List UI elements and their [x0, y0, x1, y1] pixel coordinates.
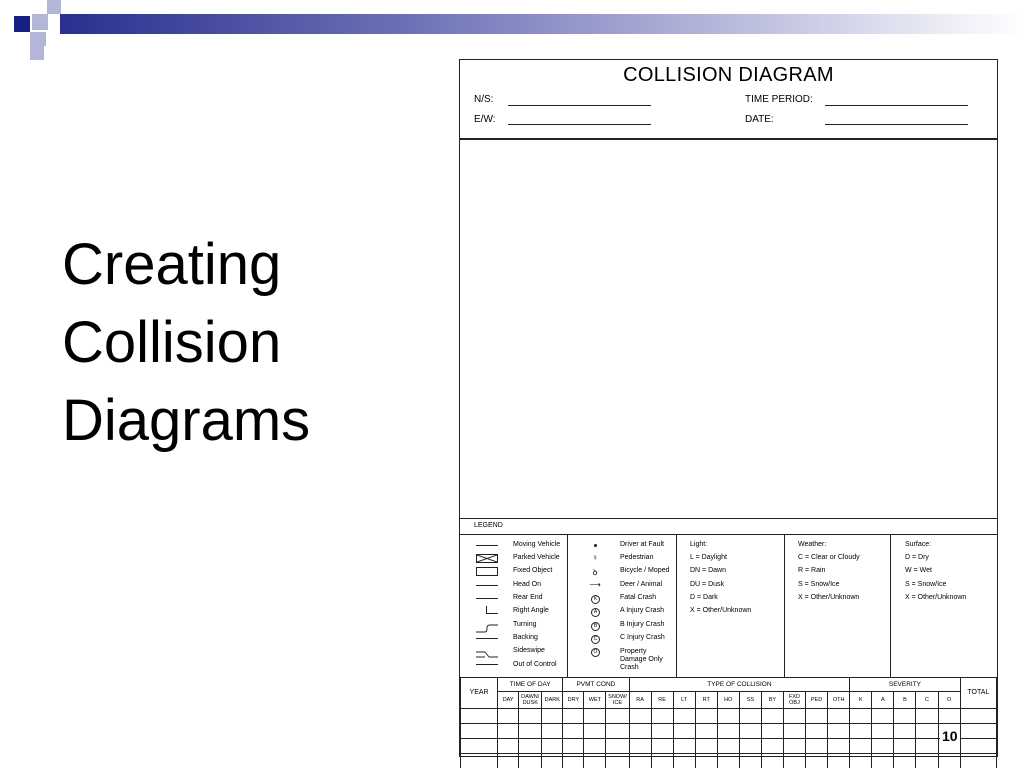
diagram-drawing-area[interactable] [460, 140, 997, 518]
legend-item: Rear End [513, 594, 543, 601]
column-header: DARK [542, 692, 563, 709]
legend-item: Sideswipe [513, 647, 545, 654]
column-header: SS [739, 692, 761, 709]
table-row [461, 754, 997, 768]
light-heading: Light: [690, 541, 708, 548]
b-injury-icon: B [591, 622, 600, 631]
divider [784, 534, 785, 677]
weather-item: R = Rain [798, 567, 826, 574]
date-field[interactable] [825, 124, 968, 125]
time-period-label: TIME PERIOD: [745, 94, 813, 105]
divider [890, 534, 891, 677]
total-header: TOTAL [960, 678, 996, 709]
table-row [461, 724, 997, 739]
light-item: L = Daylight [690, 554, 727, 561]
weather-item: X = Other/Unknown [798, 594, 860, 601]
page-number: 10 [942, 728, 958, 744]
driver-at-fault-icon [594, 544, 597, 547]
summary-table [460, 677, 997, 768]
column-header: RE [651, 692, 673, 709]
column-header: B [894, 692, 916, 709]
surface-item: S = Snow/Ice [905, 581, 947, 588]
decorative-square [46, 32, 60, 46]
a-injury-icon: A [591, 608, 600, 617]
column-header: FXD OBJ [783, 692, 805, 709]
column-header: DAWN/ DUSK [519, 692, 542, 709]
table-row [461, 739, 997, 754]
backing-icon [476, 638, 498, 639]
collision-diagram-form [459, 59, 998, 757]
slide-title-line: Creating [62, 232, 282, 297]
decorative-square [30, 32, 46, 46]
time-period-field[interactable] [825, 105, 968, 106]
slide-title-line: Collision [62, 310, 282, 375]
out-of-control-icon [476, 664, 498, 665]
column-header: RA [629, 692, 651, 709]
light-item: D = Dark [690, 594, 718, 601]
legend-item: Deer / Animal [620, 581, 663, 588]
column-header: LT [673, 692, 695, 709]
sideswipe-icon [476, 646, 498, 664]
legend-item: C Injury Crash [620, 634, 665, 641]
weather-heading: Weather: [798, 541, 827, 548]
surface-item: D = Dry [905, 554, 929, 561]
column-header: K [850, 692, 872, 709]
fixed-object-icon [476, 567, 498, 576]
column-header: C [916, 692, 938, 709]
light-item: X = Other/Unknown [690, 607, 752, 614]
legend-item: A Injury Crash [620, 607, 664, 614]
divider [460, 534, 997, 535]
decorative-square [30, 46, 44, 60]
pedestrian-icon: ♀ [592, 553, 598, 562]
light-item: DN = Dawn [690, 567, 726, 574]
surface-item: W = Wet [905, 567, 932, 574]
pvmt-cond-header: PVMT COND [563, 678, 629, 692]
legend-item: B Injury Crash [620, 621, 665, 628]
head-on-icon [476, 585, 498, 586]
divider [460, 518, 997, 519]
time-of-day-header: TIME OF DAY [498, 678, 563, 692]
table-row [461, 709, 997, 724]
slide-title-line: Diagrams [62, 388, 311, 453]
legend-item: Pedestrian [620, 554, 654, 561]
legend-item: Parked Vehicle [513, 554, 560, 561]
weather-item: S = Snow/Ice [798, 581, 840, 588]
decorative-square [47, 0, 61, 14]
moving-vehicle-icon [476, 545, 498, 546]
column-header: SNOW/ ICE [606, 692, 629, 709]
severity-header: SEVERITY [850, 678, 960, 692]
ew-field[interactable] [508, 124, 651, 125]
right-angle-icon [486, 606, 498, 614]
legend-item: Property Damage Only Crash [620, 648, 663, 671]
column-header: DRY [563, 692, 584, 709]
parked-vehicle-icon [476, 554, 498, 563]
legend-item: Fixed Object [513, 567, 553, 574]
type-of-collision-header: TYPE OF COLLISION [629, 678, 850, 692]
column-header: OTH [828, 692, 850, 709]
bicycle-icon: ꝺ [592, 568, 598, 577]
turning-icon [476, 620, 498, 638]
legend-item: Backing [513, 634, 538, 641]
surface-item: X = Other/Unknown [905, 594, 967, 601]
legend-item: Turning [513, 621, 537, 628]
column-header: HO [717, 692, 739, 709]
column-header: WET [584, 692, 606, 709]
column-header: DAY [498, 692, 519, 709]
property-damage-icon: O [591, 648, 600, 657]
decorative-square [32, 14, 48, 30]
legend-item: Bicycle / Moped [620, 567, 670, 574]
fatal-crash-icon: K [591, 595, 600, 604]
c-injury-icon: C [591, 635, 600, 644]
date-label: DATE: [745, 114, 774, 125]
legend-item: Right Angle [513, 607, 549, 614]
column-header: BY [761, 692, 783, 709]
divider [676, 534, 677, 677]
ns-label: N/S: [474, 94, 494, 105]
legend-item: Out of Control [513, 661, 557, 668]
header-gradient-bar [60, 14, 1024, 34]
light-item: DU = Dusk [690, 581, 725, 588]
ns-field[interactable] [508, 105, 651, 106]
column-header: O [938, 692, 960, 709]
ew-label: E/W: [474, 114, 496, 125]
legend-item: Moving Vehicle [513, 541, 561, 548]
legend-label: LEGEND [474, 522, 503, 529]
divider [567, 534, 568, 677]
legend-item: Head On [513, 581, 542, 588]
decorative-square [14, 16, 30, 32]
column-header: RT [695, 692, 717, 709]
weather-item: C = Clear or Cloudy [798, 554, 860, 561]
year-header: YEAR [461, 678, 498, 709]
column-header: PED [806, 692, 828, 709]
legend-item: Fatal Crash [620, 594, 657, 601]
column-header: A [872, 692, 894, 709]
slide-title [62, 226, 392, 460]
deer-icon: ⟶ [589, 580, 601, 589]
form-title: COLLISION DIAGRAM [623, 64, 834, 86]
rear-end-icon [476, 598, 498, 599]
legend-item: Driver at Fault [620, 541, 664, 548]
surface-heading: Surface: [905, 541, 932, 548]
